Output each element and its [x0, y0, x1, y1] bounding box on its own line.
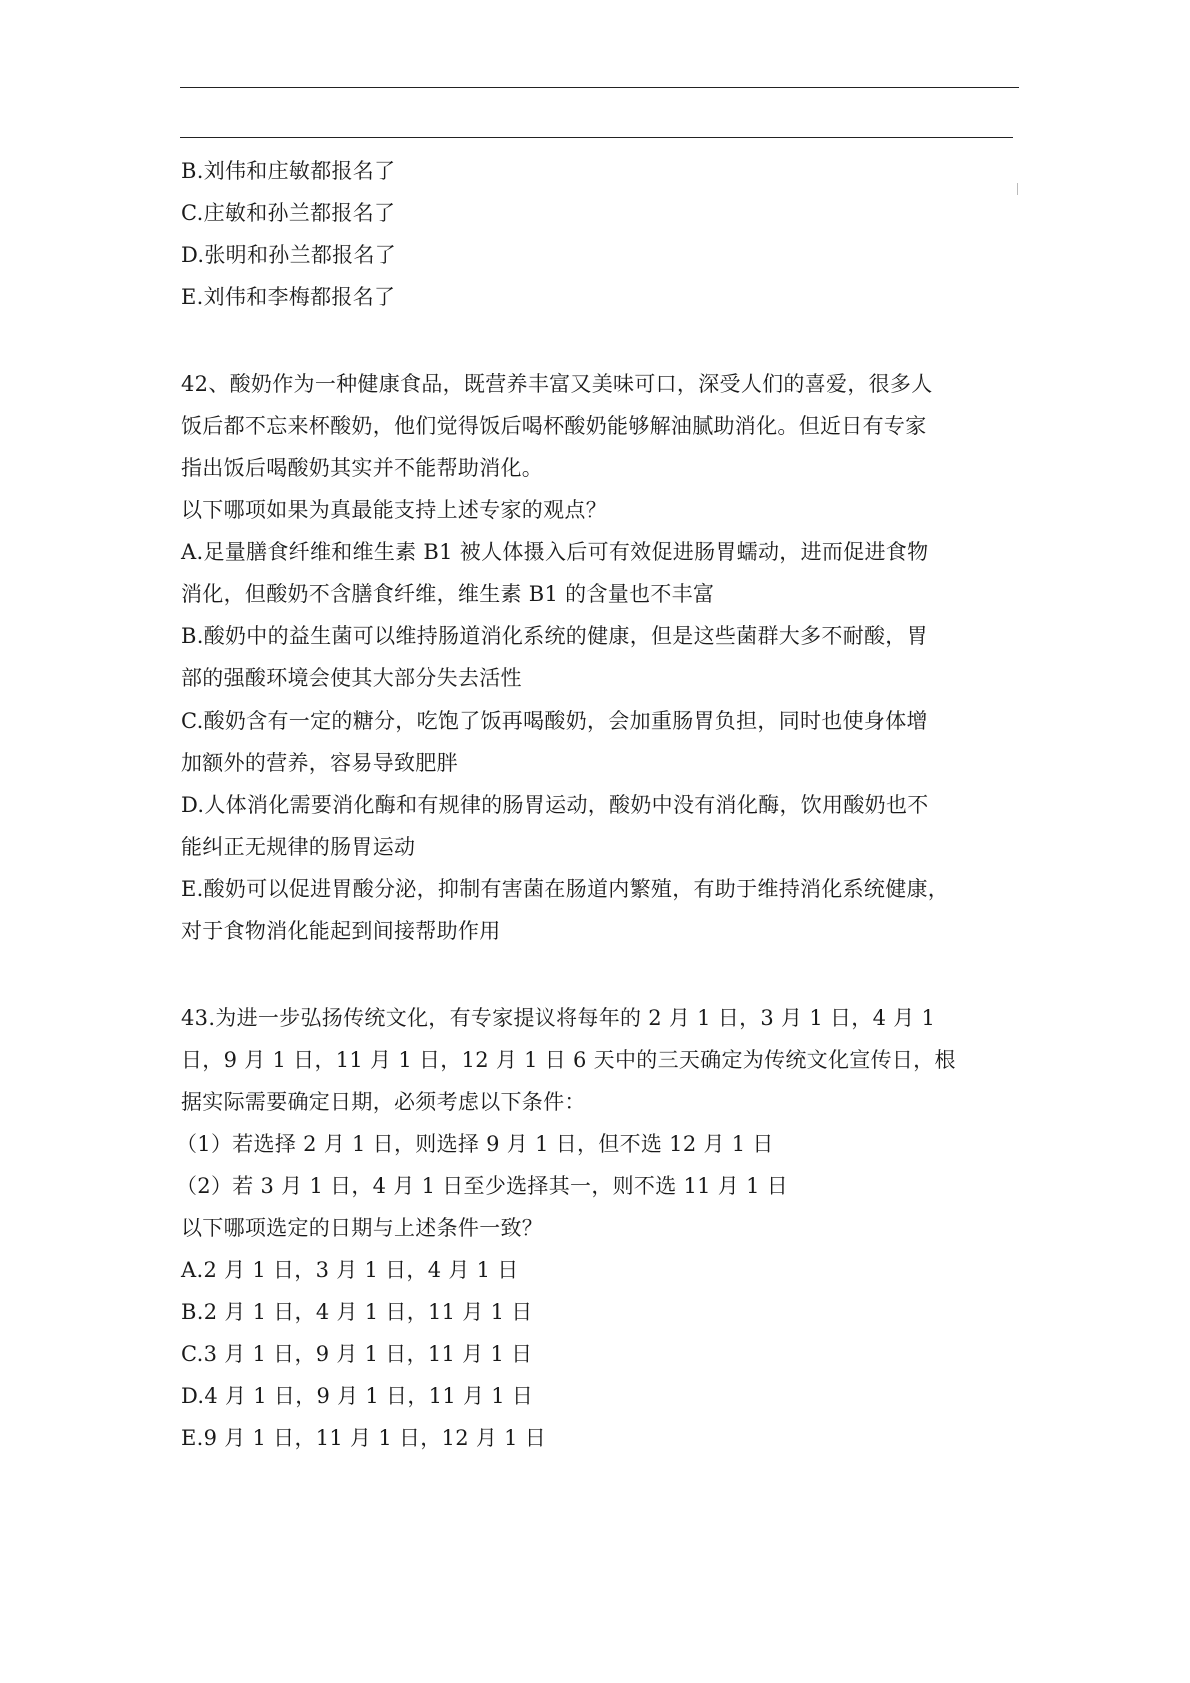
- q42-option-b-line-1: B.酸奶中的益生菌可以维持肠道消化系统的健康，但是这些菌群大多不耐酸，胃: [181, 624, 928, 648]
- q42-option-a-line-1: A.足量膳食纤维和维生素 B1 被人体摄入后可有效促进肠胃蠕动，进而促进食物: [181, 540, 929, 564]
- margin-mark: [1017, 183, 1018, 195]
- q42-question: 以下哪项如果为真最能支持上述专家的观点？: [181, 498, 607, 522]
- prev-option-e: E.刘伟和李梅都报名了: [181, 285, 396, 309]
- q43-stem-line-2: 日，9 月 1 日，11 月 1 日，12 月 1 日 6 天中的三天确定为传统文化宣传日，根: [181, 1048, 956, 1072]
- prev-option-d: D.张明和孙兰都报名了: [181, 243, 397, 267]
- q43-option-b: B.2 月 1 日，4 月 1 日，11 月 1 日: [181, 1300, 533, 1324]
- q42-stem-line-3: 指出饭后喝酸奶其实并不能帮助消化。: [181, 456, 544, 480]
- q42-option-d-line-1: D.人体消化需要消化酶和有规律的肠胃运动，酸奶中没有消化酶，饮用酸奶也不: [181, 793, 929, 817]
- q43-stem-line-1: 43.为进一步弘扬传统文化，有专家提议将每年的 2 月 1 日，3 月 1 日，4 月 1: [181, 1006, 936, 1030]
- q42-option-a-line-2: 消化，但酸奶不含膳食纤维，维生素 B1 的含量也不丰富: [181, 582, 715, 606]
- q43-condition-1: （1）若选择 2 月 1 日，则选择 9 月 1 日，但不选 12 月 1 日: [176, 1132, 774, 1156]
- q43-option-a: A.2 月 1 日，3 月 1 日，4 月 1 日: [181, 1258, 519, 1282]
- q42-option-b-line-2: 部的强酸环境会使其大部分失去活性: [181, 666, 522, 690]
- prev-option-c: C.庄敏和孙兰都报名了: [181, 201, 396, 225]
- q42-option-e-line-1: E.酸奶可以促进胃酸分泌，抑制有害菌在肠道内繁殖，有助于维持消化系统健康，: [181, 877, 950, 901]
- q42-option-c-line-1: C.酸奶含有一定的糖分，吃饱了饭再喝酸奶，会加重肠胃负担，同时也使身体增: [181, 709, 928, 733]
- q43-option-e: E.9 月 1 日，11 月 1 日，12 月 1 日: [181, 1426, 547, 1450]
- q42-stem-line-1: 42、酸奶作为一种健康食品，既营养丰富又美味可口，深受人们的喜爱，很多人: [181, 372, 933, 396]
- q43-question: 以下哪项选定的日期与上述条件一致？: [181, 1216, 544, 1240]
- q43-option-d: D.4 月 1 日，9 月 1 日，11 月 1 日: [181, 1384, 534, 1408]
- prev-option-b: B.刘伟和庄敏都报名了: [181, 159, 396, 183]
- q42-option-c-line-2: 加额外的营养，容易导致肥胖: [181, 751, 458, 775]
- q42-option-d-line-2: 能纠正无规律的肠胃运动: [181, 835, 416, 859]
- q42-stem-line-2: 饭后都不忘来杯酸奶，他们觉得饭后喝杯酸奶能够解油腻助消化。但近日有专家: [181, 414, 927, 438]
- header-rule-top: [180, 87, 1019, 88]
- header-rule-bottom: [180, 137, 1013, 138]
- q43-condition-2: （2）若 3 月 1 日，4 月 1 日至少选择其一，则不选 11 月 1 日: [176, 1174, 789, 1198]
- q42-option-e-line-2: 对于食物消化能起到间接帮助作用: [181, 919, 501, 943]
- q43-stem-line-3: 据实际需要确定日期，必须考虑以下条件：: [181, 1090, 586, 1114]
- q43-option-c: C.3 月 1 日，9 月 1 日，11 月 1 日: [181, 1342, 533, 1366]
